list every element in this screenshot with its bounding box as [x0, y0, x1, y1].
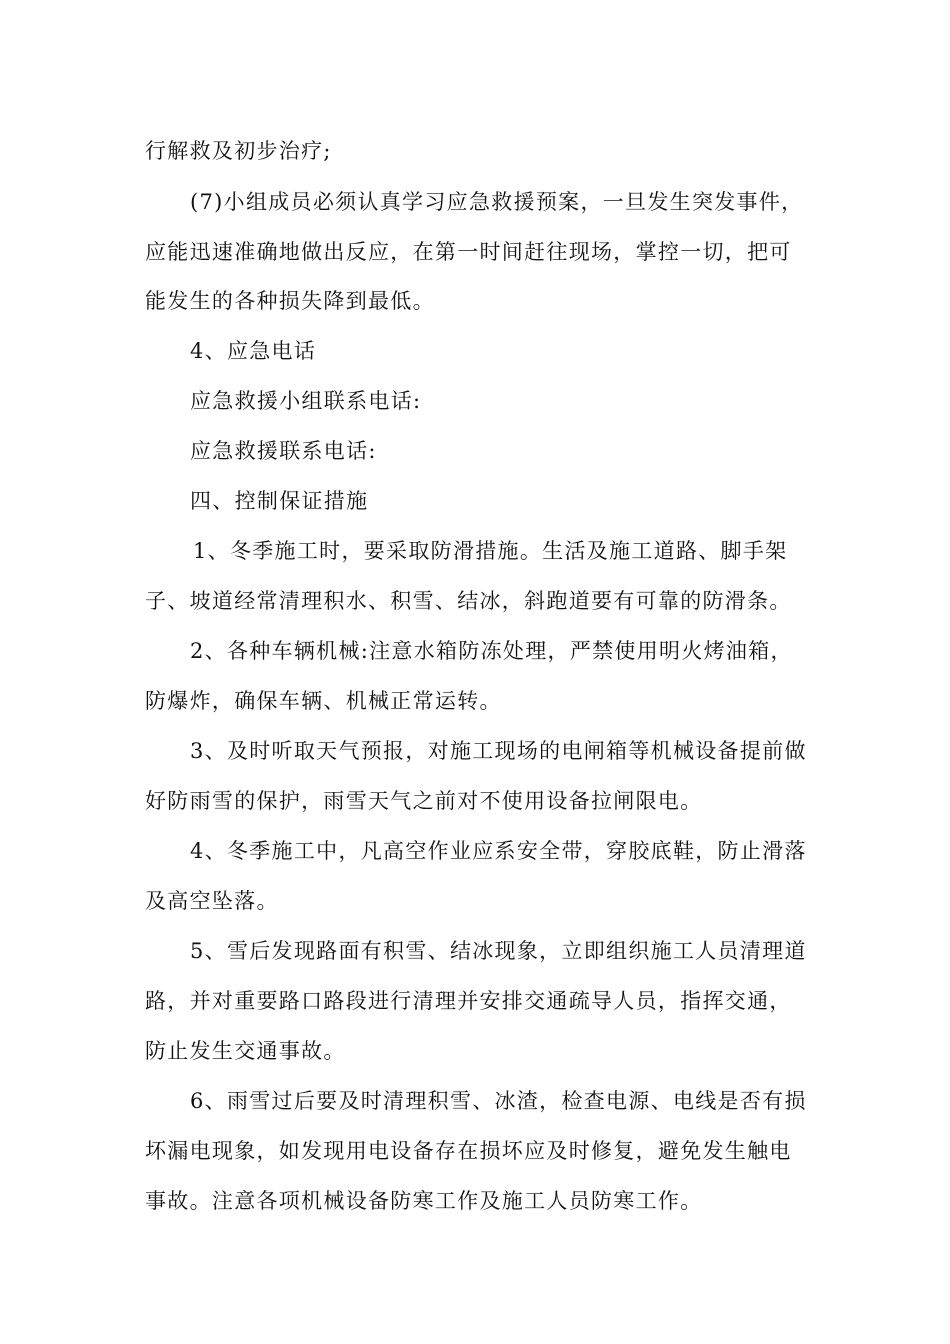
text-line: 及高空坠落。: [145, 889, 279, 913]
text-line: 好防雨雪的保护，雨雪天气之前对不使用设备拉闸限电。: [145, 789, 703, 813]
text-line: 坏漏电现象，如发现用电设备存在损坏应及时修复，避免发生触电: [145, 1139, 792, 1163]
text-line: 应急救援联系电话:: [190, 439, 377, 463]
section-heading: 4、应急电话: [190, 339, 317, 363]
text-line: 1、冬季施工时，要采取防滑措施。生活及施工道路、脚手架: [193, 539, 788, 563]
text-line: 6、雨雪过后要及时清理积雪、冰渣，检查电源、电线是否有损: [190, 1089, 807, 1113]
text-line: 行解救及初步治疗;: [145, 139, 332, 163]
text-line: 5、雪后发现路面有积雪、结冰现象，立即组织施工人员清理道: [190, 939, 807, 963]
text-line: 能发生的各种损失降到最低。: [145, 289, 435, 313]
text-line: 应急救援小组联系电话:: [190, 389, 422, 413]
text-line: 防止发生交通事故。: [145, 1039, 346, 1063]
text-line: 3、及时听取天气预报，对施工现场的电闸箱等机械设备提前做: [190, 739, 807, 763]
text-line: 应能迅速准确地做出反应，在第一时间赶往现场，掌控一切，把可: [145, 240, 792, 264]
text-line: 防爆炸，确保车辆、机械正常运转。: [145, 689, 502, 713]
text-line: (7)小组成员必须认真学习应急救援预案，一旦发生突发事件，: [190, 190, 804, 214]
text-line: 事故。注意各项机械设备防寒工作及施工人员防寒工作。: [145, 1189, 703, 1213]
text-line: 路，并对重要路口路段进行清理并安排交通疏导人员，指挥交通，: [145, 989, 792, 1013]
text-line: 2、各种车辆机械:注意水箱防冻处理，严禁使用明火烤油箱，: [190, 639, 793, 663]
text-line: 子、坡道经常清理积水、积雪、结冰，斜跑道要有可靠的防滑条。: [145, 589, 792, 613]
text-line: 4、冬季施工中，凡高空作业应系安全带，穿胶底鞋，防止滑落: [190, 839, 807, 863]
section-heading: 四、控制保证措施: [190, 489, 369, 513]
